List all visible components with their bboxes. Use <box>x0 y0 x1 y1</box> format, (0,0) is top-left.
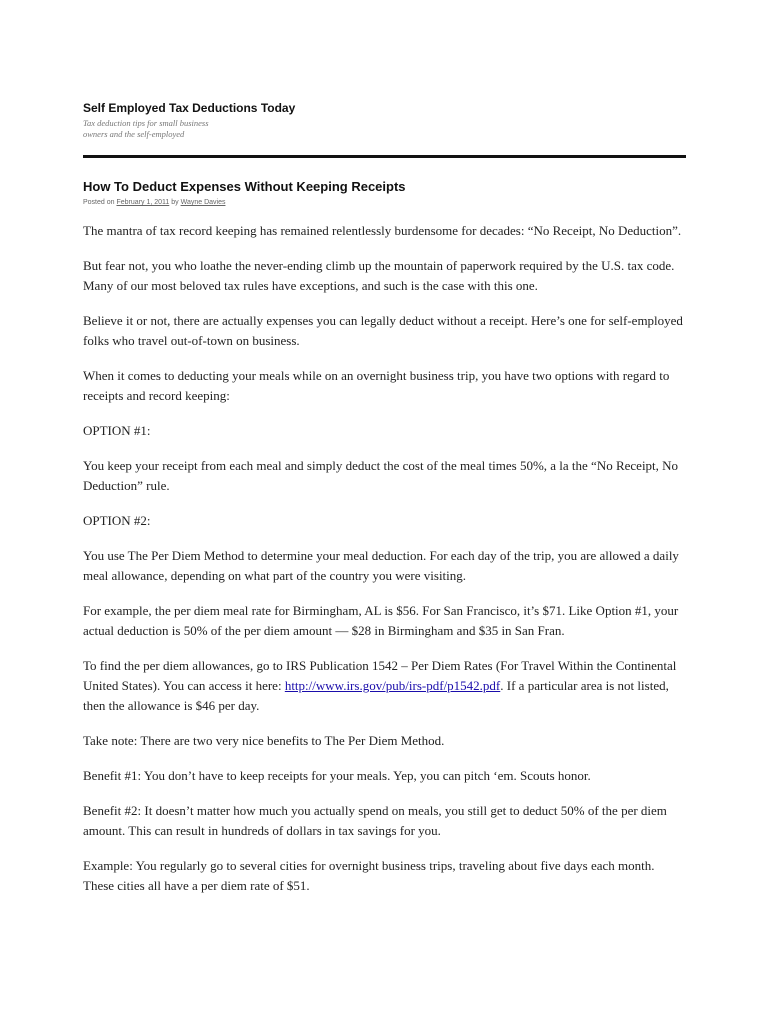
paragraph-take-note: Take note: There are two very nice benefits to The Per Diem Method. <box>83 733 445 748</box>
option-1-heading: OPTION #1: <box>83 423 151 438</box>
site-title[interactable]: Self Employed Tax Deductions Today <box>83 101 296 115</box>
paragraph-4: When it comes to deducting your meals while on an overnight business trip, you have two options with regard to receipts and record keeping: <box>83 368 670 403</box>
paragraph-option-2: You use The Per Diem Method to determine your meal deduction. For each day of the trip, you are allowed a daily meal allowance, depending on what part of the country you were visiting. <box>83 548 679 583</box>
publication-text-before: To find the per diem allowances, go to IRS Publication 1542 – Per Diem Rates (For Travel Within the Continental United States). You can access it here: <box>83 658 677 693</box>
post-title[interactable]: How To Deduct Expenses Without Keeping Receipts <box>83 179 406 194</box>
posted-on-label: Posted on <box>83 199 115 206</box>
post-date-link[interactable]: February 1, 2011 <box>116 199 170 206</box>
tagline-line-2: owners and the self-employed <box>83 129 185 139</box>
publication-text-after: . If a particular area is not listed, then the allowance is $46 per day. <box>83 678 669 713</box>
option-2-heading: OPTION #2: <box>83 513 151 528</box>
paragraph-publication <box>83 656 686 716</box>
paragraph-option-1: You keep your receipt from each meal and simply deduct the cost of the meal times 50%, a la the “No Receipt, No Deduction” rule. <box>83 458 679 493</box>
by-label: by <box>171 199 179 206</box>
post-author-link[interactable]: Wayne Davies <box>180 199 226 206</box>
irs-publication-link[interactable]: http://www.irs.gov/pub/irs-pdf/p1542.pdf <box>284 678 501 693</box>
paragraph-1: The mantra of tax record keeping has remained relentlessly burdensome for decades: “No Receipt, No Deduction”. <box>83 223 682 238</box>
site-tagline <box>83 118 273 140</box>
paragraph-2: But fear not, you who loathe the never-ending climb up the mountain of paperwork required by the U.S. tax code. Many of our most beloved tax rules have exceptions, and such is the case with this one. <box>83 258 675 293</box>
post-content <box>83 221 686 911</box>
paragraph-benefit-2: Benefit #2: It doesn’t matter how much you actually spend on meals, you still get to deduct 50% of the per diem amount. This can result in hundreds of dollars in tax savings for you. <box>83 803 667 838</box>
post-meta <box>83 199 225 206</box>
paragraph-benefit-1: Benefit #1: You don’t have to keep receipts for your meals. Yep, you can pitch ‘em. Scouts honor. <box>83 768 591 783</box>
header-divider <box>83 155 686 158</box>
paragraph-example: Example: You regularly go to several cities for overnight business trips, traveling about five days each month. These cities all have a per diem rate of $51. <box>83 858 655 893</box>
paragraph-3: Believe it or not, there are actually expenses you can legally deduct without a receipt. Here’s one for self-employed folks who travel out-of-town on business. <box>83 313 683 348</box>
paragraph-example-rates: For example, the per diem meal rate for Birmingham, AL is $56. For San Francisco, it’s $71. Like Option #1, your actual deduction is 50% of the per diem amount — $28 in Birmingham and $35 in San Fran. <box>83 603 679 638</box>
tagline-line-1: Tax deduction tips for small business <box>83 118 209 128</box>
